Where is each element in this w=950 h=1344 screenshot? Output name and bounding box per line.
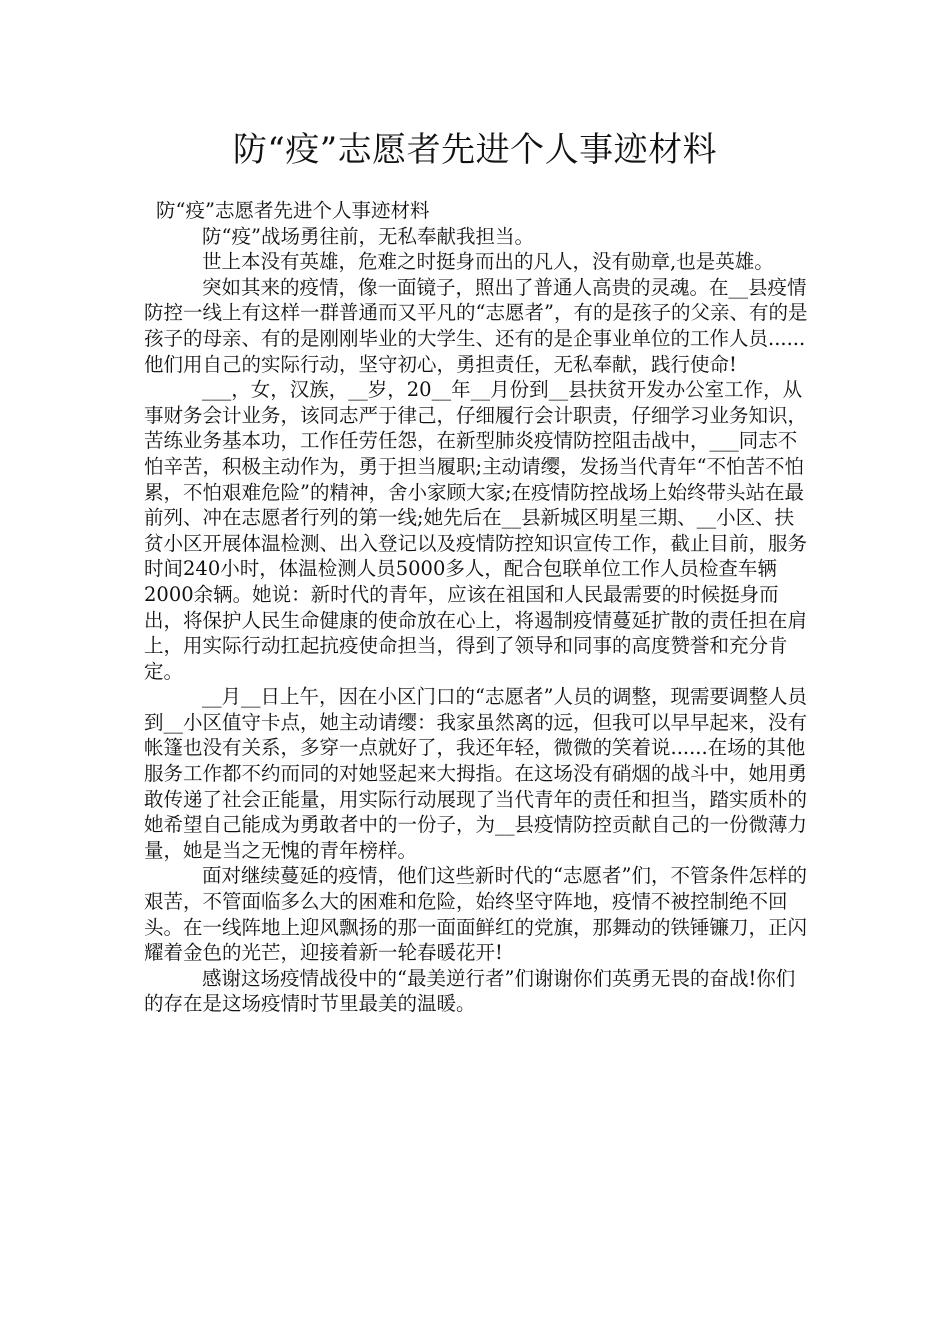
document-subtitle: 防“疫”志愿者先进个人事迹材料 bbox=[156, 199, 430, 222]
paragraph-7: 感谢这场疫情战役中的“最美逆行者”们谢谢你们英勇无畏的奋战!你们的存在是这场疫情时节里最美的温暖。 bbox=[144, 966, 796, 1016]
document-body bbox=[144, 198, 812, 1017]
paragraph-5: __月__日上午，因在小区门口的“志愿者”人员的调整，现需要调整人员到__小区值守卡点，她主动请缨：我家虽然离的远，但我可以早早起来，没有帐篷也没有关系，多穿一点就好了，我还年轻，微微的笑着说......在场的其他服务工作都不约而同的对她竖起来大拇指。在这场没有硝烟的战斗中，她用勇敢传递了社会正能量，用实际行动展现了当代青年的责任和担当，踏实质朴的她希望自己能成为勇敢者中的一份子，为__县疫情防控贡献自己的一份微薄力量，她是当之无愧的青年榜样。 bbox=[144, 685, 808, 862]
paragraph-3: 突如其来的疫情，像一面镜子，照出了普通人高贵的灵魂。在__县疫情防控一线上有这样一群普通而又平凡的“志愿者”，有的是孩子的父亲、有的是孩子的母亲、有的是刚刚毕业的大学生、还有的是企事业单位的工作人员......他们用自己的实际行动，坚守初心，勇担责任，无私奉献，践行使命! bbox=[144, 275, 808, 376]
paragraph-1: 防“疫”战场勇往前，无私奉献我担当。 bbox=[202, 224, 534, 248]
document-title: 防“疫”志愿者先进个人事迹材料 bbox=[232, 130, 718, 170]
paragraph-4: ___，女，汉族，__岁，20__年__月份到__县扶贫开发办公室工作，从事财务会计业务，该同志严于律己，仔细履行会计职责，仔细学习业务知识，苦练业务基本功，工作任劳任怨，在新型肺炎疫情防控阻击战中，___同志不怕辛苦，积极主动作为，勇于担当履职;主动请缨，发扬当代青年“不怕苦不怕累，不怕艰难危险”的精神，舍小家顾大家;在疫情防控战场上始终带头站在最前列、冲在志愿者行列的第一线;她先后在__县新城区明星三期、__小区、扶贫小区开展体温检测、出入登记以及疫情防控知识宣传工作，截止目前，服务时间240小时，体温检测人员5000多人，配合包联单位工作人员检查车辆2000余辆。她说：新时代的青年，应该在祖国和人民最需要的时候挺身而出，将保护人民生命健康的使命放在心上，将遏制疫情蔓延扩散的责任担在肩上，用实际行动扛起抗疫使命担当，得到了领导和同事的高度赞誉和充分肯定。 bbox=[144, 378, 808, 683]
paragraph-2: 世上本没有英雄，危难之时挺身而出的凡人，没有勋章,也是英雄。 bbox=[202, 250, 774, 274]
paragraph-6: 面对继续蔓延的疫情，他们这些新时代的“志愿者”们，不管条件怎样的艰苦，不管面临多么大的困难和危险，始终坚守阵地，疫情不被控制绝不回头。在一线阵地上迎风飘扬的那一面面鲜红的党旗，那舞动的铁锤镰刀，正闪耀着金色的光芒，迎接着新一轮春暖花开! bbox=[144, 864, 808, 965]
